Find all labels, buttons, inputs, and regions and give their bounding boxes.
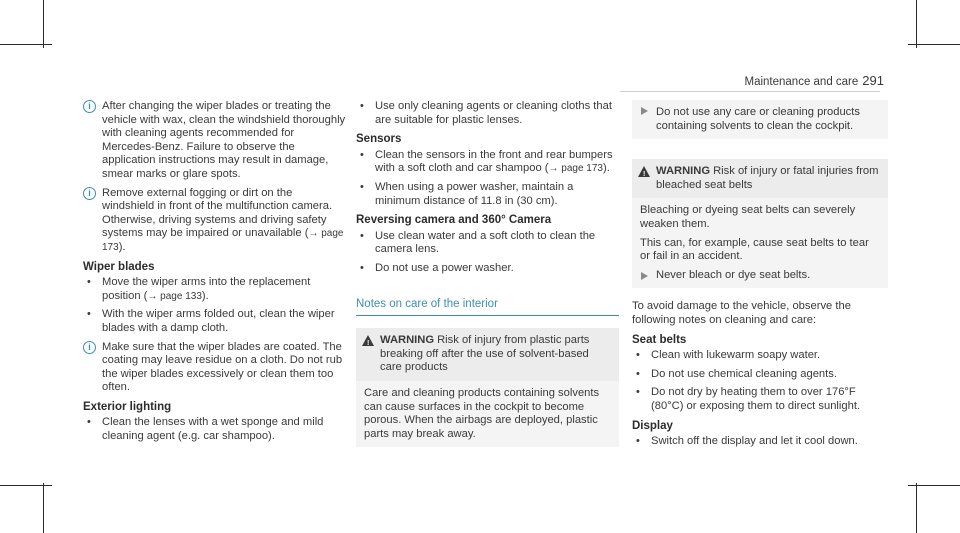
info-icon: i [83,187,96,200]
list-item: • With the wiper arms folded out, clean the wiper blades with a damp cloth. [87,308,335,334]
header-rule [620,91,880,92]
note: i Make sure that the wiper blades are coated. The coating may leave residue on a cloth. Do not rub the wiper blades excessively or clean them too often. [83,341,346,395]
warning-triangle-icon: ! [362,335,374,346]
info-icon: i [83,100,96,113]
page-link[interactable]: → page 173 [548,163,603,175]
crop-mark [908,44,960,45]
play-arrow-icon [641,107,648,115]
page-link[interactable]: → page 133 [147,290,202,302]
action-item: Do not use any care or cleaning products containing solvents to clean the cockpit. [632,100,888,139]
bullet-icon: • [87,416,91,429]
list-item: • Clean the sensors in the front and rear bumpers with a soft cloth and car shampoo (→ page 173). [360,148,613,175]
section-title-interior-care: Notes on care of the interior [356,298,619,317]
warning-body: Care and cleaning products containing solvents can cause surfaces in the cockpit to become porous. When the airbags are deployed, plastic parts may break away. [356,381,619,447]
warning-label: WARNING [656,165,711,178]
info-icon: i [83,341,96,354]
column-1 [83,100,346,449]
list-item: • Do not use a power washer. [360,261,514,274]
warning-box [632,159,888,288]
column-2 [356,100,619,447]
list-item: • Do not use chemical cleaning agents. [636,367,837,380]
crop-mark [0,44,52,45]
list-item: • Use clean water and a soft cloth to clean the camera lens. [360,229,596,256]
warning-triangle-icon: ! [638,166,650,177]
list-item: • Use only cleaning agents or cleaning cloths that are suitable for plastic lenses. [360,100,612,126]
warning-box [356,328,619,447]
section-name: Maintenance and care [744,76,859,88]
play-arrow-icon [641,272,648,280]
note: i After changing the wiper blades or treating the vehicle with wax, clean the windshield thoroughly with cleaning agents recommended for Mercedes-Benz. Failure to observe the application instructions may result in damage, smear marks or glare spots. [83,100,346,182]
heading-seat-belts: Seat belts [632,333,687,346]
page-number: 291 [862,73,884,88]
crop-mark [916,0,917,48]
bullet-icon: • [360,100,364,112]
list-item: • When using a power washer, maintain a minimum distance of 11.8 in (30 cm). [360,180,574,207]
crop-mark [43,0,44,48]
warning-label: WARNING [380,334,435,347]
heading-sensors: Sensors [356,133,402,146]
list-item: • Do not dry by heating them to over 176°F (80°C) or exposing them to direct sunlight. [636,386,861,412]
crop-mark [908,485,960,486]
page-link[interactable]: → page 173 [102,228,344,253]
warning-body: Bleaching or dyeing seat belts can severely weaken them. This can, for example, cause seat belts to tear or fail in an accident. Never bleach or dye seat belts. [632,198,888,288]
bullet-icon: • [360,148,364,161]
crop-mark [43,483,44,533]
crop-mark [0,485,52,486]
heading-wiper-blades: Wiper blades [83,260,155,273]
note: i Remove external fogging or dirt on the windshield in front of the multifunction camera. Otherwise, driving systems and driving safety systems may be impaired or unavailable (→ page 173). [83,187,346,255]
bullet-icon: • [636,349,640,362]
heading-display: Display [632,419,673,432]
bullet-icon: • [360,261,364,274]
warning-header: ! WARNING Risk of injury or fatal injuries from bleached seat belts [632,159,888,198]
list-item: • Clean the lenses with a wet sponge and mild cleaning agent (e.g. car shampoo). [87,416,324,443]
action-box [632,100,888,139]
action-item: Never bleach or dye seat belts. [640,269,880,283]
crop-mark [916,483,917,533]
bullet-icon: • [87,308,91,321]
column-3 [632,100,888,454]
bullet-icon: • [360,180,364,193]
bullet-icon: • [636,367,640,380]
bullet-icon: • [636,386,640,399]
warning-header: ! WARNING Risk of injury from plastic parts breaking off after the use of solvent-based care products [356,328,619,381]
list-item: • Switch off the display and let it cool down. [636,435,858,448]
intro-paragraph: To avoid damage to the vehicle, observe the following notes on cleaning and care: [632,300,851,326]
bullet-icon: • [636,435,640,448]
heading-reversing-camera: Reversing camera and 360° Camera [356,214,552,227]
heading-exterior-lighting: Exterior lighting [83,400,172,413]
bullet-icon: • [360,229,364,242]
list-item: • Move the wiper arms into the replacement position (→ page 133). [87,276,311,302]
list-item: • Clean with lukewarm soapy water. [636,349,821,362]
bullet-icon: • [87,276,91,289]
running-header [744,74,884,90]
